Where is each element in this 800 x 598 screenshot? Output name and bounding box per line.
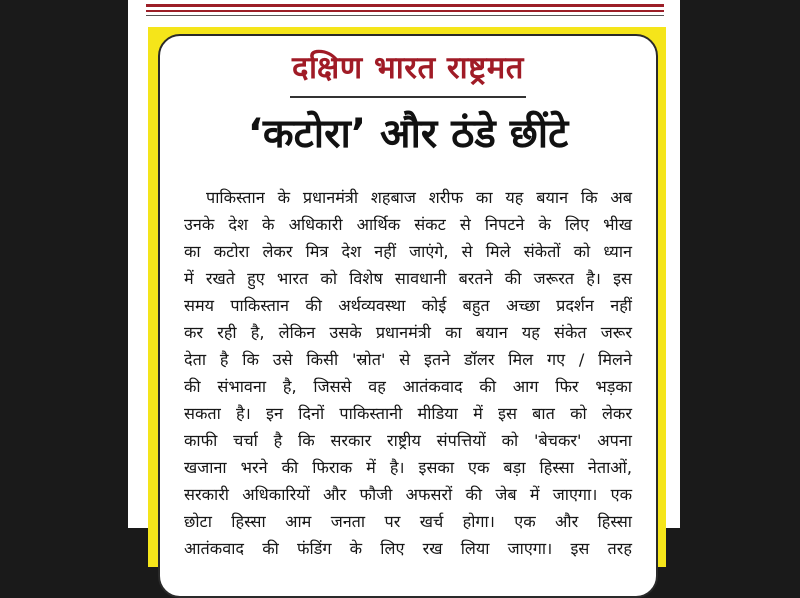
article-line: की संभावना है, जिससे वह आतंकवाद की आग फिर भड़का <box>184 377 632 396</box>
editorial-headline: ‘कटोरा’ और ठंडे छींटे <box>247 111 569 157</box>
article-line: कर रही है, लेकिन उसके प्रधानमंत्री का बयान यह संकेत जरूर <box>184 323 632 342</box>
article-line: पाकिस्तान के प्रधानमंत्री शहबाज शरीफ का यह बयान कि अब <box>206 188 632 207</box>
article-line: का कटोरा लेकर मित्र देश नहीं जाएंगे, से मिले संकेतों को ध्यान <box>184 242 632 261</box>
article-body <box>184 184 632 562</box>
article-line: सरकारी अधिकारियों और फौजी अफसरों की जेब में जाएगा। एक <box>184 485 632 504</box>
newspaper-page <box>128 0 680 558</box>
article-line: समय पाकिस्तान की अर्थव्यवस्था कोई बहुत अच्छा प्रदर्शन नहीं <box>184 296 632 315</box>
top-border-rules <box>146 4 664 16</box>
article-line: सकता है। इन दिनों पाकिस्तानी मीडिया में इस बात को लेकर <box>184 404 632 423</box>
article-line: उनके देश के अधिकारी आर्थिक संकट से निपटने के लिए भीख <box>184 215 632 234</box>
article-line: देता है कि उसे किसी 'स्रोत' से इतने डॉलर मिल गए / मिलने <box>184 350 632 369</box>
masthead-title: दक्षिण भारत राष्ट्रमत <box>292 50 524 86</box>
article-line: में रखते हुए भारत को विशेष सावधानी बरतने की जरूरत है। इस <box>184 269 632 288</box>
editorial-panel <box>158 34 658 598</box>
article-line: खजाना भरने की फिराक में है। इसका एक बड़ा हिस्सा नेताओं, <box>184 458 632 477</box>
masthead-divider <box>290 96 526 98</box>
article-line: छोटा हिस्सा आम जनता पर खर्च होगा। एक और हिस्सा <box>184 512 632 531</box>
article-line: काफी चर्चा है कि सरकार राष्ट्रीय संपत्तियों को 'बेचकर' अपना <box>184 431 632 450</box>
editorial-box <box>148 27 666 567</box>
article-line: आतंकवाद की फंडिंग के लिए रख लिया जाएगा। इस तरह <box>184 539 632 558</box>
